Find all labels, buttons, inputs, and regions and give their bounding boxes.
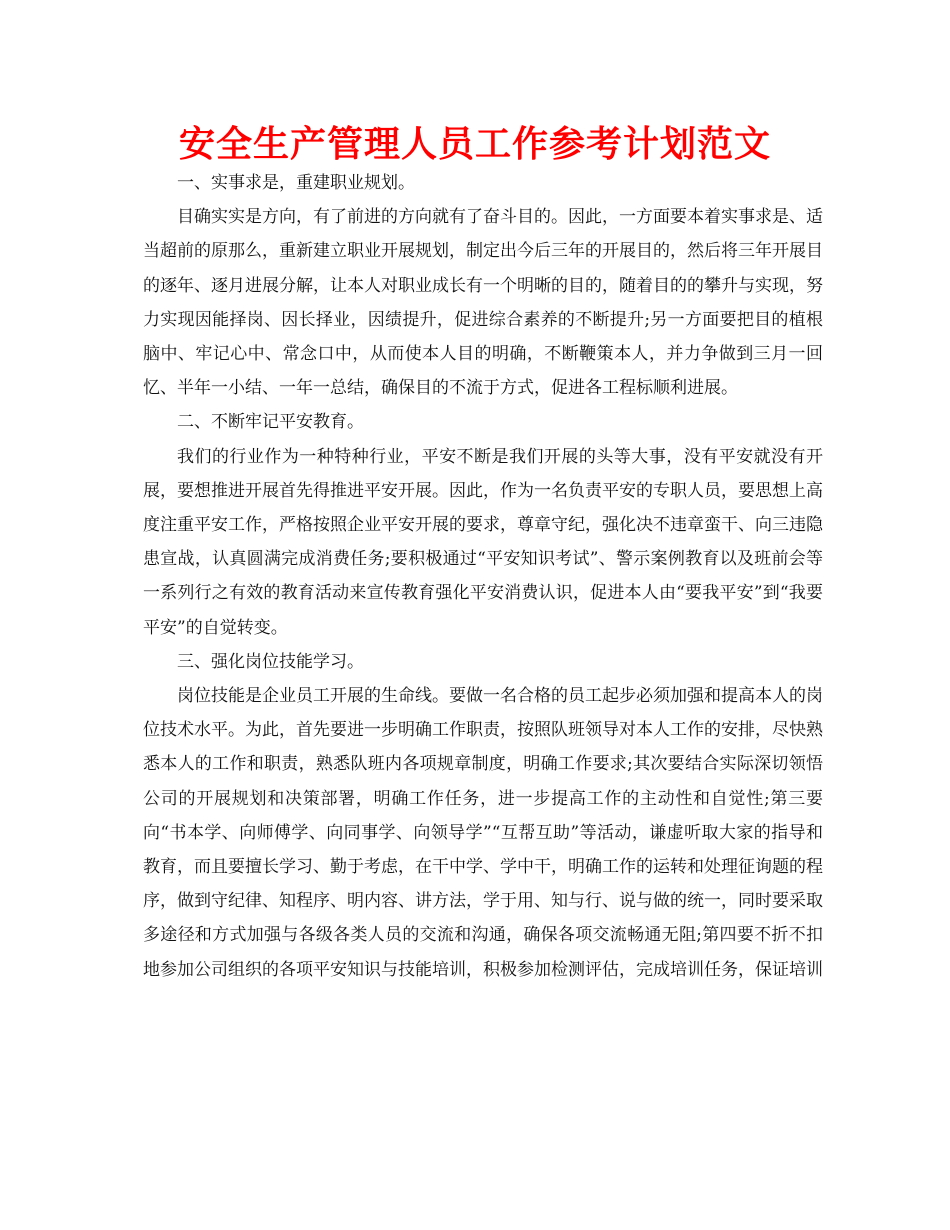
section-heading-2: 二、不断牢记平安教育。: [177, 412, 364, 433]
section-heading-3: 三、强化岗位技能学习。: [177, 651, 364, 672]
document-title: 安全生产管理人员工作参考计划范文: [178, 124, 771, 165]
document-body: [143, 166, 823, 987]
body-paragraph-1: 目确实实是方向，有了前进的方向就有了奋斗目的。因此，一方面要本着实事求是、适当超前的原那么，重新建立职业开展规划，制定出今后三年的开展目的，然后将三年开展目的逐年、逐月进展分解，让本人对职业成长有一个明晰的目的，随着目的的攀升与实现，努力实现因能择岗、因长择业，因绩提升，促进综合素养的不断提升;另一方面要把目的植根脑中、牢记心中、常念口中，从而使本人目的明确，不断鞭策本人，并力争做到三月一回忆、半年一小结、一年一总结，确保目的不流于方式，促进各工程标顺利进展。: [143, 207, 823, 399]
body-paragraph-2: 我们的行业作为一种特种行业，平安不断是我们开展的头等大事，没有平安就没有开展，要想推进开展首先得推进平安开展。因此，作为一名负责平安的专职人员，要思想上高度注重平安工作，严格按照企业平安开展的要求，尊章守纪，强化决不违章蛮干、向三违隐患宣战，认真圆满完成消费任务;要积极通过“平安知识考试”、警示案例教育以及班前会等一系列行之有效的教育活动来宣传教育强化平安消费认识，促进本人由“要我平安”到“我要平安”的自觉转变。: [143, 446, 823, 638]
section-heading-1: 一、实事求是，重建职业规划。: [177, 173, 415, 193]
body-paragraph-3: 岗位技能是企业员工开展的生命线。要做一名合格的员工起步必须加强和提高本人的岗位技术水平。为此，首先要进一步明确工作职责，按照队班领导对本人工作的安排，尽快熟悉本人的工作和职责，熟悉队班内各项规章制度，明确工作要求;其次要结合实际深切领悟公司的开展规划和决策部署，明确工作任务，进一步提高工作的主动性和自觉性;第三要向“书本学、向师傅学、向同事学、向领导学”“互帮互助”等活动，谦虚听取大家的指导和教育，而且要擅长学习、勤于考虑，在干中学、学中干，明确工作的运转和处理征询题的程序，做到守纪律、知程序、明内容、讲方法，学于用、知与行、说与做的统一，同时要采取多途径和方式加强与各级各类人员的交流和沟通，确保各项交流畅通无阻;第四要不折不扣地参加公司组织的各项平安知识与技能培训，积极参加检测评估，完成培训任务，保证培训: [143, 686, 823, 980]
